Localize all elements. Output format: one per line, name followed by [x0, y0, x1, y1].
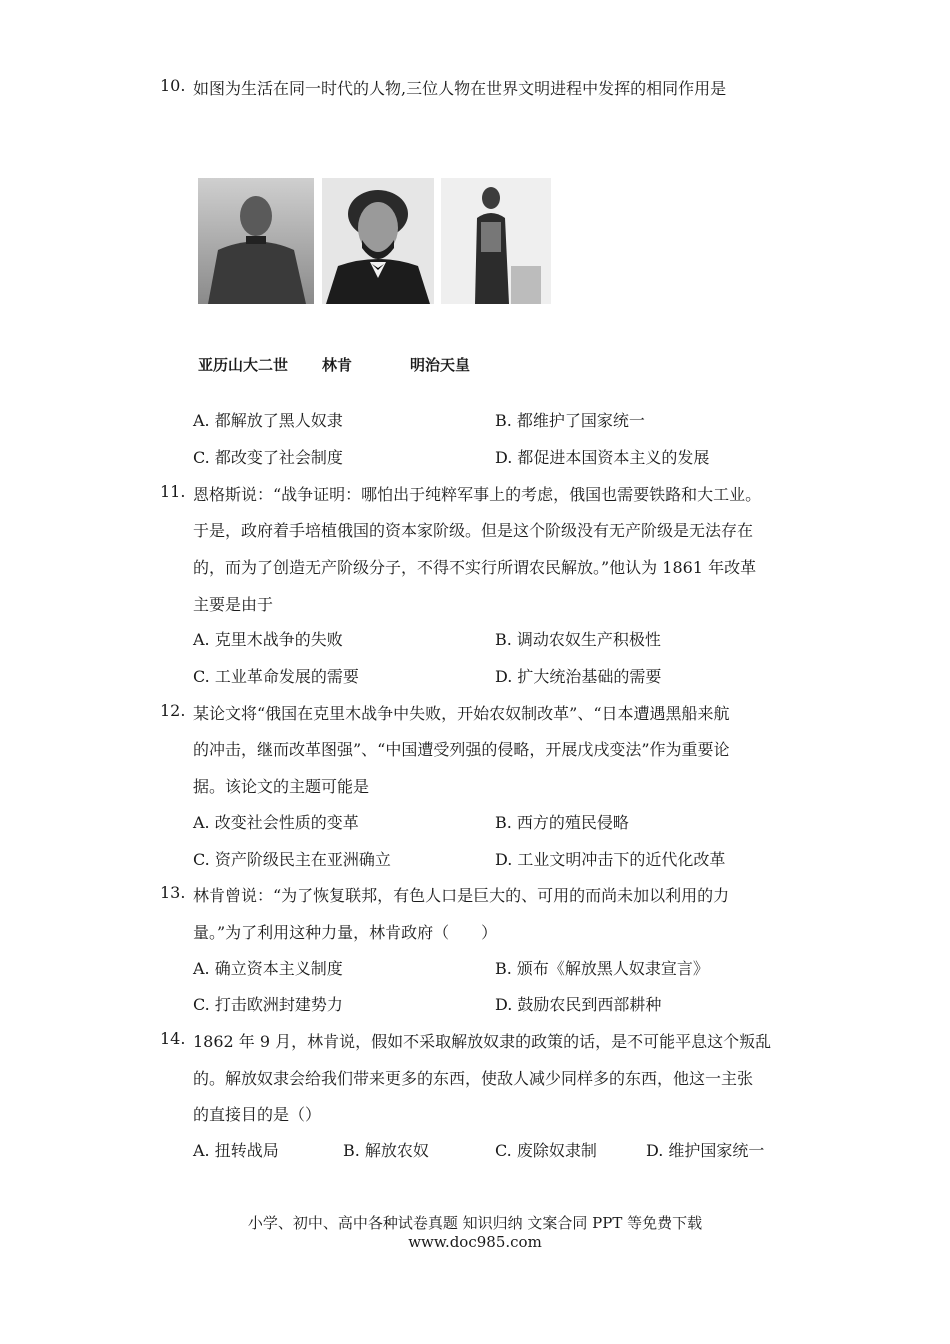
question-11-line-3: 的，而为了创造无产阶级分子，不得不实行所谓农民解放。”他认为 1861 年改革: [193, 558, 757, 577]
q12-option-d[interactable]: D. 工业文明冲击下的近代化改革: [495, 850, 726, 869]
q11-option-c[interactable]: C. 工业革命发展的需要: [193, 667, 359, 686]
footer-promo-text: 小学、初中、高中各种试卷真题 知识归纳 文案合同 PPT 等免费下载: [247, 1214, 703, 1232]
q14-option-c[interactable]: C. 废除奴隶制: [495, 1141, 597, 1160]
q12-option-a[interactable]: A. 改变社会性质的变革: [193, 813, 359, 832]
portrait-meiji-emperor: [441, 178, 551, 304]
footer-website-link[interactable]: www.doc985.com: [408, 1233, 542, 1251]
question-13-line-1: 林肯曾说：“为了恢复联邦，有色人口是巨大的、可用的而尚未加以利用的力: [193, 886, 730, 905]
q10-option-d[interactable]: D. 都促进本国资本主义的发展: [495, 448, 710, 467]
q11-option-b[interactable]: B. 调动农奴生产积极性: [495, 630, 661, 649]
question-12-line-1: 某论文将“俄国在克里木战争中失败，开始农奴制改革”、“日本遭遇黑船来航: [193, 704, 730, 723]
question-11-line-4: 主要是由于: [193, 595, 274, 614]
question-12-number: 12.: [160, 701, 186, 720]
caption-meiji: 明治天皇: [410, 356, 471, 374]
portrait-lincoln: [322, 178, 434, 304]
question-12-line-3: 据。该论文的主题可能是: [193, 777, 370, 796]
question-11-line-1: 恩格斯说：“战争证明：哪怕出于纯粹军事上的考虑，俄国也需要铁路和大工业。: [193, 485, 762, 504]
question-10-stem: 如图为生活在同一时代的人物,三位人物在世界文明进程中发挥的相同作用是: [193, 79, 727, 98]
q11-option-d[interactable]: D. 扩大统治基础的需要: [495, 667, 662, 686]
question-14-line-1: 1862 年 9 月，林肯说，假如不采取解放奴隶的政策的话，是不可能平息这个叛乱: [193, 1032, 772, 1051]
question-11-number: 11.: [160, 482, 186, 501]
question-11-line-2: 于是，政府着手培植俄国的资本家阶级。但是这个阶级没有无产阶级是无法存在: [193, 521, 754, 540]
q10-option-c[interactable]: C. 都改变了社会制度: [193, 448, 343, 467]
portrait-alexander-ii: [198, 178, 314, 304]
q10-option-b[interactable]: B. 都维护了国家统一: [495, 411, 645, 430]
caption-lincoln: 林肯: [322, 356, 353, 374]
q12-option-b[interactable]: B. 西方的殖民侵略: [495, 813, 629, 832]
q13-option-b[interactable]: B. 颁布《解放黑人奴隶宣言》: [495, 959, 709, 978]
q13-option-a[interactable]: A. 确立资本主义制度: [193, 959, 343, 978]
q12-option-c[interactable]: C. 资产阶级民主在亚洲确立: [193, 850, 391, 869]
caption-alexander-ii: 亚历山大二世: [198, 356, 289, 374]
q14-option-a[interactable]: A. 扭转战局: [193, 1141, 279, 1160]
question-14-line-2: 的。解放奴隶会给我们带来更多的东西，使敌人减少同样多的东西，他这一主张: [193, 1069, 754, 1088]
q10-option-a[interactable]: A. 都解放了黑人奴隶: [193, 411, 343, 430]
question-14-line-3: 的直接目的是（）: [193, 1105, 322, 1124]
question-13-number: 13.: [160, 883, 186, 902]
question-14-number: 14.: [160, 1029, 186, 1048]
q11-option-a[interactable]: A. 克里木战争的失败: [193, 630, 343, 649]
q13-option-c[interactable]: C. 打击欧洲封建势力: [193, 995, 343, 1014]
q14-option-b[interactable]: B. 解放农奴: [343, 1141, 429, 1160]
question-13-line-2: 量。”为了利用这种力量，林肯政府（ ）: [193, 923, 498, 942]
q14-option-d[interactable]: D. 维护国家统一: [646, 1141, 765, 1160]
q13-option-d[interactable]: D. 鼓励农民到西部耕种: [495, 995, 662, 1014]
question-10-number: 10.: [160, 76, 186, 95]
question-12-line-2: 的冲击，继而改革图强”、“中国遭受列强的侵略，开展戊戌变法”作为重要论: [193, 740, 730, 759]
